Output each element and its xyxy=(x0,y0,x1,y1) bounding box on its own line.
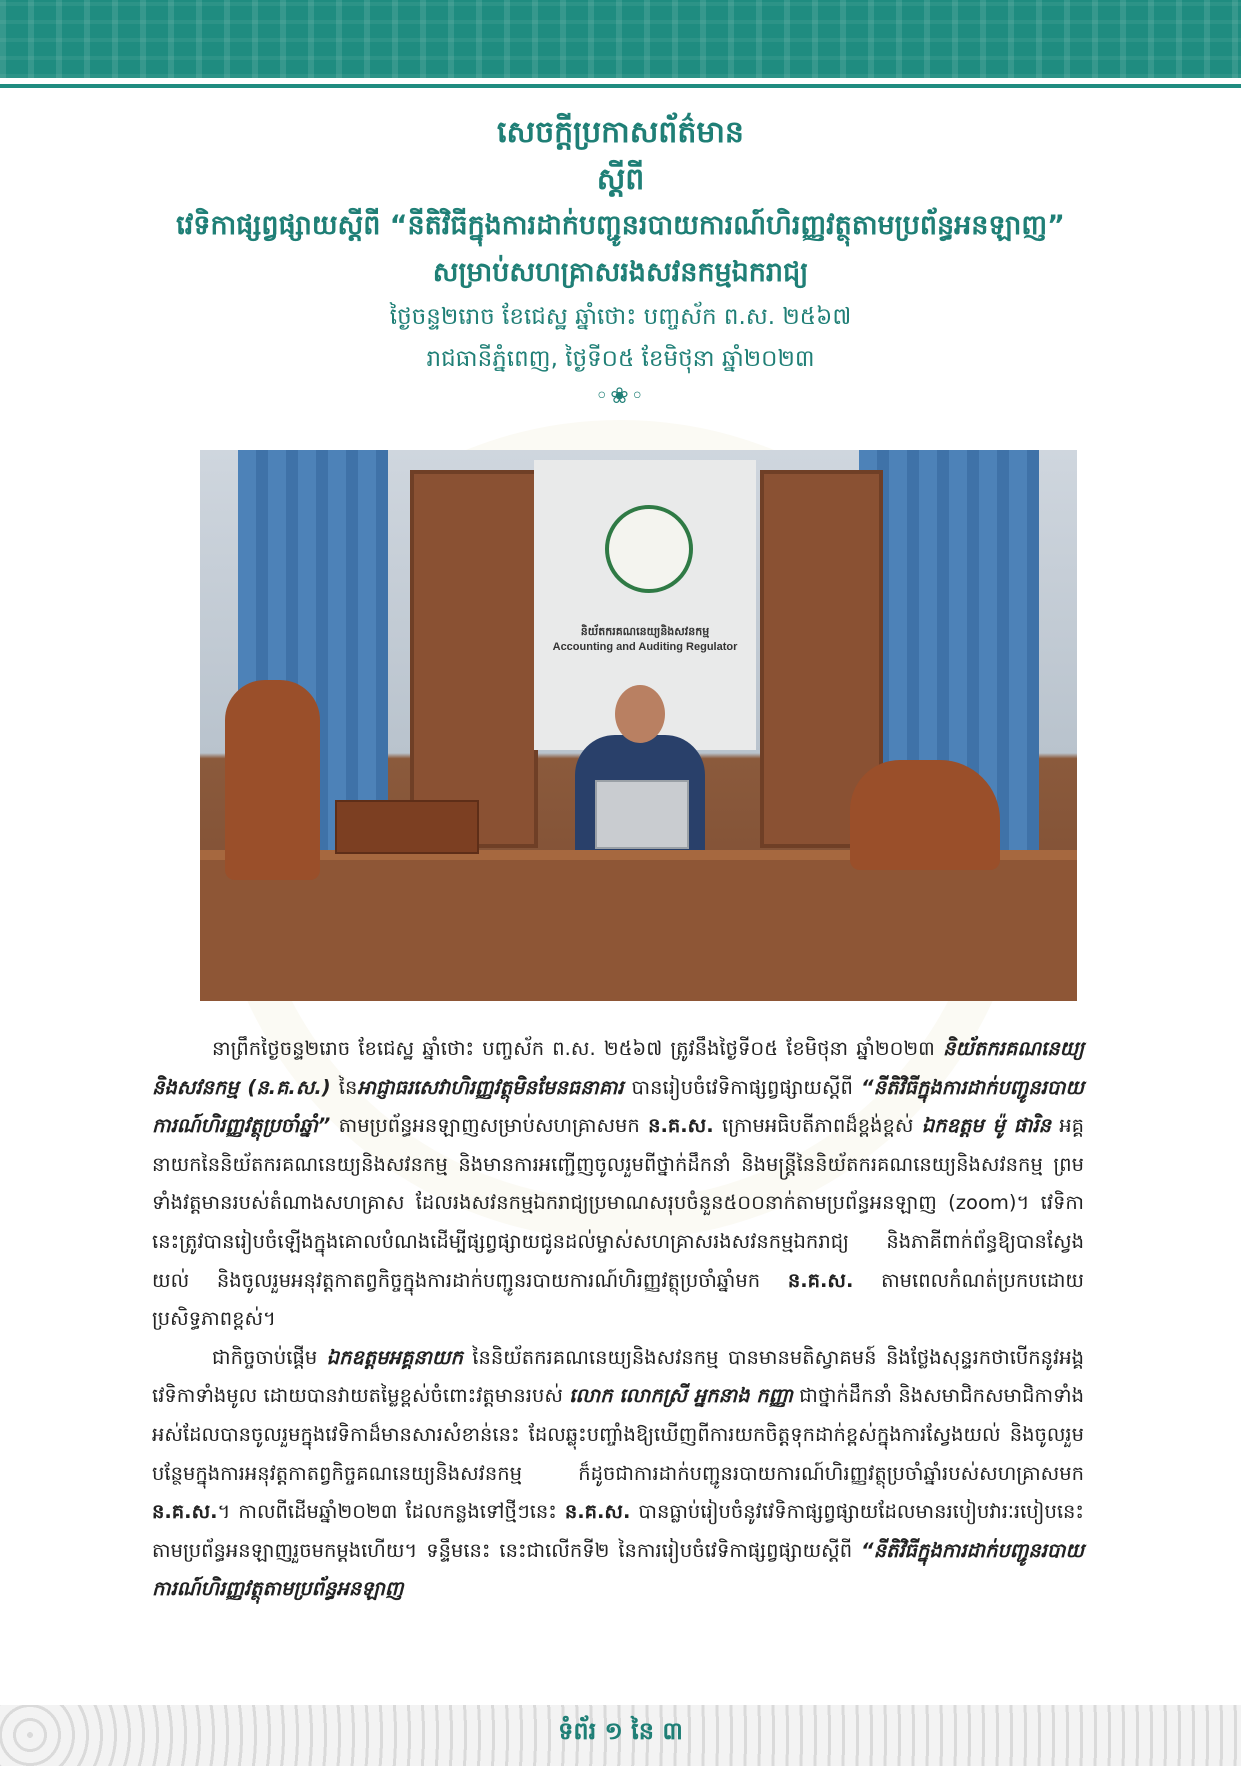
desk xyxy=(200,860,1077,1001)
cabinet-left xyxy=(410,470,538,848)
name-plaque xyxy=(335,800,479,854)
text-run-bold: និយ័តករគណនេយ្យនិងសវនកម្ម (ន.គ.ស.) xyxy=(152,1037,1084,1099)
text-run: បានធ្លាប់រៀបចំនូវវេទិកាផ្សព្វផ្សាយដែលមានរបៀបវារៈរបៀបនេះតាមប្រព័ន្ធអនឡាញរួចមកម្តងហើយ។ ទន្ទឹមនេះ នេះជាលើកទី២ នៃការរៀបចំវេទិកាផ្សព្វផ្សាយស្តីពី xyxy=(152,1500,1084,1562)
top-band-divider-line xyxy=(0,84,1241,88)
event-title: វេទិកាផ្សព្វផ្សាយស្តីពី “នីតិវិធីក្នុងការដាក់បញ្ជូនរបាយការណ៍ហិរញ្ញវត្ថុតាមប្រព័ន្ធអនឡាញ” xyxy=(176,210,1065,241)
text-run-bold: “នីតិវិធីក្នុងការដាក់បញ្ជូនរបាយការណ៍ហិរញ្ញវត្ថុប្រចាំឆ្នាំ” xyxy=(152,1075,1084,1138)
text-run: នៃនិយ័តករគណនេយ្យនិងសវនកម្ម បានមានមតិស្វាគមន៍ និងថ្លែងសុន្ទរកថាបើកនូវអង្គវេទិកាទាំងមូល ដោយបានវាយតម្លៃខ្ពស់ចំពោះវត្តមានរបស់ xyxy=(152,1345,1084,1408)
text-run: បានរៀបចំវេទិកាផ្សព្វផ្សាយស្តីពី xyxy=(623,1075,862,1099)
document-header xyxy=(0,108,1241,409)
place-date: រាជធានីភ្នំពេញ, ថ្ងៃទី០៥ ខែមិថុនា ឆ្នាំ២០២៣ xyxy=(426,346,815,372)
text-run-bold: ឯកឧត្តមអគ្គនាយក xyxy=(326,1345,463,1369)
document-about: ស្តីពី xyxy=(596,162,645,197)
regulator-sign xyxy=(534,625,756,653)
regulator-name-kh: និយ័តករគណនេយ្យនិងសវនកម្ម xyxy=(580,626,710,638)
text-run-bold: ន.គ.ស. xyxy=(564,1500,631,1524)
speaker-head xyxy=(615,685,665,743)
wooden-statue-left xyxy=(225,680,320,880)
text-run-bold: ន.គ.ស. xyxy=(787,1268,854,1292)
event-photo xyxy=(200,450,1077,1001)
regulator-seal-icon xyxy=(605,505,693,593)
event-audience: សម្រាប់សហគ្រាសរងសវនកម្មឯករាជ្យ xyxy=(432,257,809,288)
text-run-bold: “នីតិវិធីក្នុងការដាក់បញ្ជូនរបាយការណ៍ហិរញ្ញវត្ថុតាមប្រព័ន្ធអនឡាញ xyxy=(152,1538,1084,1601)
text-run: ជាកិច្ចចាប់ផ្តើម xyxy=(212,1345,327,1369)
text-run: ក្រោមអធិបតីភាពដ៏ខ្ពង់ខ្ពស់ xyxy=(713,1114,922,1138)
text-run: ជាថ្នាក់ដឹកនាំ និងសមាជិកសមាជិកាទាំងអស់ដែលបានចូលរួមក្នុងវេទិកាដ៏មានសារសំខាន់នេះ ដែលឆ្លុះបញ្ចាំងឱ្យឃើញពីការយកចិត្តទុកដាក់ខ្ពស់ក្នុងការស្វែងយល់ និងចូលរួមបន្ថែមក្នុងការអនុវត្តកាតព្វកិច្ចគណនេយ្យនិងសវនកម្ម ក៏ដូចជាការដាក់បញ្ជូនរបាយការណ៍ហិរញ្ញវត្ថុប្រចាំឆ្នាំរបស់សហគ្រាសមក xyxy=(152,1384,1085,1485)
article-body xyxy=(152,1030,1084,1609)
wooden-statue-right xyxy=(850,760,1000,870)
text-run-bold: ឯកឧត្តម ម៉ូ ផារិន xyxy=(921,1114,1051,1138)
text-run: នាព្រឹកថ្ងៃចន្ទ២រោច ខែជេស្ឋ ឆ្នាំថោះ បញ្ចស័ក ព.ស. ២៥៦៧ ត្រូវនឹងថ្ងៃទី០៥ ខែមិថុនា ឆ្នាំ២០២៣ xyxy=(212,1037,943,1060)
text-run: តាមប្រព័ន្ធអនឡាញសម្រាប់សហគ្រាសមក xyxy=(330,1114,649,1138)
text-run: អគ្គនាយកនៃនិយ័តករគណនេយ្យនិងសវនកម្ម និងមានការអញ្ជើញចូលរួមពីថ្នាក់ដឹកនាំ និងមន្ត្រីនៃនិយ័តករគណនេយ្យនិងសវនកម្ម ព្រមទាំងវត្តមានរបស់តំណាងសហគ្រាស ដែលរងសវនកម្មឯករាជ្យប្រមាណសរុបចំនួន៥០០នាក់តាមប្រព័ន្ធអនឡាញ (zoom)។ វេទិកានេះត្រូវបានរៀបចំឡើងក្នុងគោលបំណងដើម្បីផ្សព្វផ្សាយជូនដល់ម្ចាស់សហគ្រាសរងសវនកម្មឯករាជ្យ និងភាគីពាក់ព័ន្ធឱ្យបានស្វែងយល់ និងចូលរួមអនុវត្តកាតព្វកិច្ចក្នុងការដាក់បញ្ជូនរបាយការណ៍ហិរញ្ញវត្ថុប្រចាំឆ្នាំមក xyxy=(152,1114,1085,1292)
text-run-bold: ន.គ.ស. xyxy=(152,1500,218,1524)
document-title: សេចក្តីប្រកាសព័ត៌មាន xyxy=(497,115,744,150)
text-run-bold: លោក លោកស្រី អ្នកនាង កញ្ញា xyxy=(569,1384,794,1408)
top-decorative-band xyxy=(0,0,1241,78)
text-run: តាមពេលកំណត់ប្រកបដោយប្រសិទ្ធភាពខ្ពស់។ xyxy=(152,1268,1084,1331)
text-run: នៃ xyxy=(330,1075,358,1099)
text-run-bold: អាជ្ញាធរសេវាហិរញ្ញវត្ថុមិនមែនធនាគារ xyxy=(357,1075,624,1099)
lunar-date: ថ្ងៃចន្ទ២រោច ខែជេស្ឋ ឆ្នាំថោះ បញ្ចស័ក ព.ស. ២៥៦៧ xyxy=(389,304,852,330)
regulator-name-en: Accounting and Auditing Regulator xyxy=(552,641,738,653)
text-run: ។ កាលពីដើមឆ្នាំ២០២៣ ដែលកន្លងទៅថ្មីៗនេះ xyxy=(217,1500,565,1524)
laptop xyxy=(595,780,689,849)
text-run-bold: ន.គ.ស. xyxy=(648,1114,714,1138)
paragraph-2 xyxy=(152,1339,1084,1609)
paragraph-1 xyxy=(152,1030,1084,1339)
header-ornament: ◦❀◦ xyxy=(595,384,646,409)
page-number: ទំព័រ ១ នៃ ៣ xyxy=(558,1717,683,1745)
